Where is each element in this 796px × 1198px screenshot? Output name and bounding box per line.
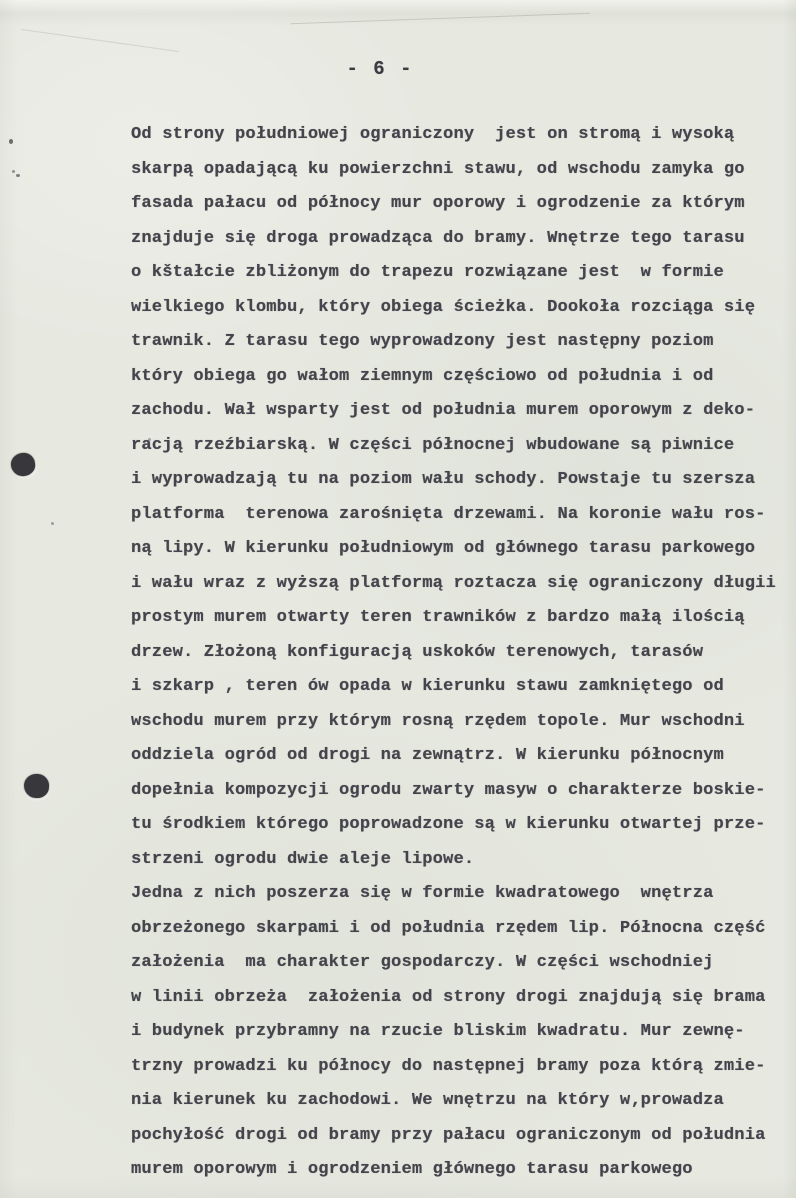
punch-hole-icon — [23, 773, 50, 799]
text-line: pochyłość drogi od bramy przy pałacu ograniczonym od południa — [131, 1125, 766, 1145]
paper-crease — [21, 29, 180, 52]
text-line: ną lipy. W kierunku południowym od głównego tarasu parkowego — [131, 539, 756, 558]
ink-speck — [51, 522, 54, 525]
text-line: oddziela ogród od drogi na zewnątrz. W kierunku północnym — [131, 746, 724, 765]
text-line: i szkarp , teren ów opada w kierunku stawu zamkniętego od — [131, 677, 724, 696]
ink-speck — [148, 438, 151, 441]
text-line: platforma terenowa zarośnięta drzewami. Na koronie wału ros- — [131, 504, 766, 524]
text-line: założenia ma charakter gospodarczy. W części wschodniej — [131, 953, 714, 972]
text-line: prostym murem otwarty teren trawników z bardzo małą ilością — [131, 608, 745, 627]
text-line: drzew. Złożoną konfiguracją uskoków terenowych, tarasów — [131, 642, 704, 662]
text-line: dopełnia kompozycji ogrodu zwarty masyw o charakterze boskie- — [131, 780, 766, 800]
text-line: Od strony południowej ograniczony jest on stromą i wysoką — [131, 125, 735, 144]
ink-speck — [9, 139, 13, 144]
text-line: i wału wraz z wyższą platformą roztacza się ograniczony długii — [131, 573, 776, 593]
punch-hole-icon — [10, 451, 37, 477]
text-line: trzny prowadzi ku północy do następnej bramy poza którą zmie- — [131, 1056, 766, 1076]
typewritten-text-block — [131, 118, 776, 1188]
text-line: wielkiego klombu, który obiega ścieżka. Dookoła rozciąga się — [131, 297, 756, 317]
text-line: Jedna z nich poszerza się w formie kwadratowego wnętrza — [131, 884, 714, 903]
text-line: racją rzeźbiarską. W części północnej wbudowane są piwnice — [131, 435, 735, 455]
text-line: tu środkiem którego poprowadzone są w kierunku otwartej prze- — [131, 815, 766, 834]
text-line: zachodu. Wał wsparty jest od południa murem oporowym z deko- — [131, 401, 756, 420]
text-line: strzeni ogrodu dwie aleje lipowe. — [131, 849, 475, 869]
text-line: i budynek przybramny na rzucie bliskim kwadratu. Mur zewnę- — [131, 1022, 745, 1041]
text-line: skarpą opadającą ku powierzchni stawu, od wschodu zamyka go — [131, 159, 745, 179]
text-line: nia kierunek ku zachodowi. We wnętrzu na który w‚prowadza — [131, 1091, 724, 1110]
text-line: i wyprowadzają tu na poziom wału schody. Powstaje tu szersza — [131, 470, 756, 489]
text-line: trawnik. Z tarasu tego wyprowadzony jest następny poziom — [131, 332, 714, 351]
text-line: znajduje się droga prowadząca do bramy. Wnętrze tego tarasu — [131, 228, 745, 248]
text-line: o kštałcie zbliżonym do trapezu rozwiązane jest w formie — [131, 263, 724, 282]
page-number: - 6 - — [346, 58, 414, 80]
text-line: fasada pałacu od północy mur oporowy i ogrodzenie za którym — [131, 194, 745, 213]
text-line: który obiega go wałom ziemnym częściowo od południa i od — [131, 366, 714, 386]
text-line: obrzeżonego skarpami i od południa rzędem lip. Północna część — [131, 918, 766, 938]
text-line: wschodu murem przy którym rosną rzędem topole. Mur wschodni — [131, 711, 745, 731]
text-line: w linii obrzeża założenia od strony drogi znajdują się brama — [131, 987, 766, 1007]
ink-speck — [12, 170, 16, 174]
text-line: murem oporowym i ogrodzeniem głównego tarasu parkowego — [131, 1160, 693, 1179]
ink-speck — [16, 174, 20, 177]
paper-crease — [290, 13, 590, 24]
